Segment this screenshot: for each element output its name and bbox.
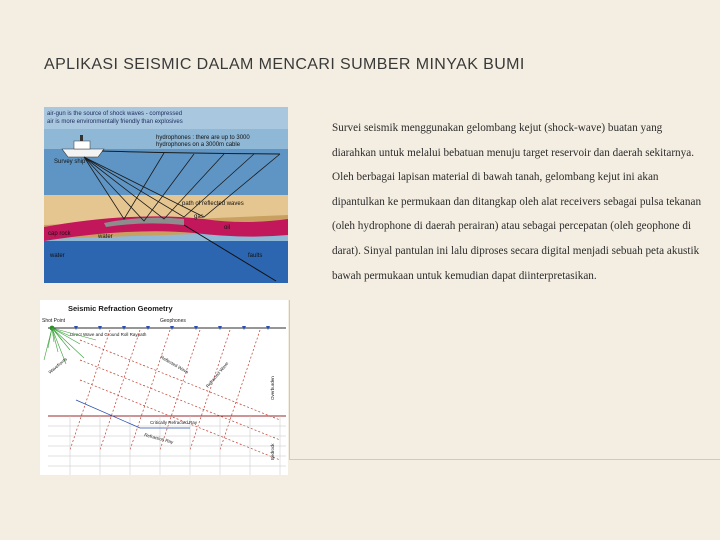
refraction-geometry-figure [40,300,288,475]
marine-seismic-figure [44,107,288,283]
bedrock-label: Bedrock [270,443,275,460]
wavefront-label: Wavefronts [47,356,68,375]
hydrophones-line-2: hydrophones on a 3000m cable [156,142,241,148]
water-label: water [98,234,113,240]
oil-label: oil [224,225,231,231]
refracted-wave-label: Refracted Wave [204,360,230,389]
overburden-label: Overburden [270,376,275,400]
geophones-label: Geophones [160,318,186,324]
shot-point-label: Shot Point [42,318,66,324]
hydrophones-line-1: hydrophones : there are up to 3000 [156,135,250,141]
body-paragraph: Survei seismik menggunakan gelombang kejut (shock-wave) buatan yang diarahkan untuk melalui bebatuan menuju target reservoir dan daerah sekitarnya. Oleh berbagai lapisan material di bawah tanah, gelombang kejut ini akan dipantulkan ke permukaan dan ditangkap oleh alat receivers sebagai pulsa tekanan (oleh hydrophone di daerah perairan) atau sebagai percepatan (oleh geophone di darat). Sinyal pantulan ini lalu diproses secara digital menjadi sebuah peta akustik bawah permukaan untuk kemudian dapat diinterpretasikan. [332,122,702,282]
caption-line-1: air-gun is the source of shock waves - compressed [47,111,183,117]
water-bottom-label: water [50,253,65,259]
slide-title: APLIKASI SEISMIC DALAM MENCARI SUMBER MINYAK BUMI [44,56,525,73]
caption-line-2: air is more environmentally friendly than explosives [47,119,183,125]
direct-wave-label: Direct Wave and Ground Roll Raypath [70,332,147,337]
cap-rock-label: cap rock [48,231,71,237]
refraction-title: Seismic Refraction Geometry [68,304,173,313]
gas-label: gas [194,214,204,220]
faults-label: faults [248,253,263,259]
refraction-ray-label: Refraction Ray [143,432,174,445]
critical-ray-label: Critically Refracted Ray [150,420,198,425]
survey-ship-label: Survey ship [54,159,86,165]
reflected-wave-label: Reflected Wave [159,354,190,375]
reflected-waves-label: path of reflected waves [182,201,244,207]
divider-line [290,459,720,460]
divider-vertical [289,300,290,460]
